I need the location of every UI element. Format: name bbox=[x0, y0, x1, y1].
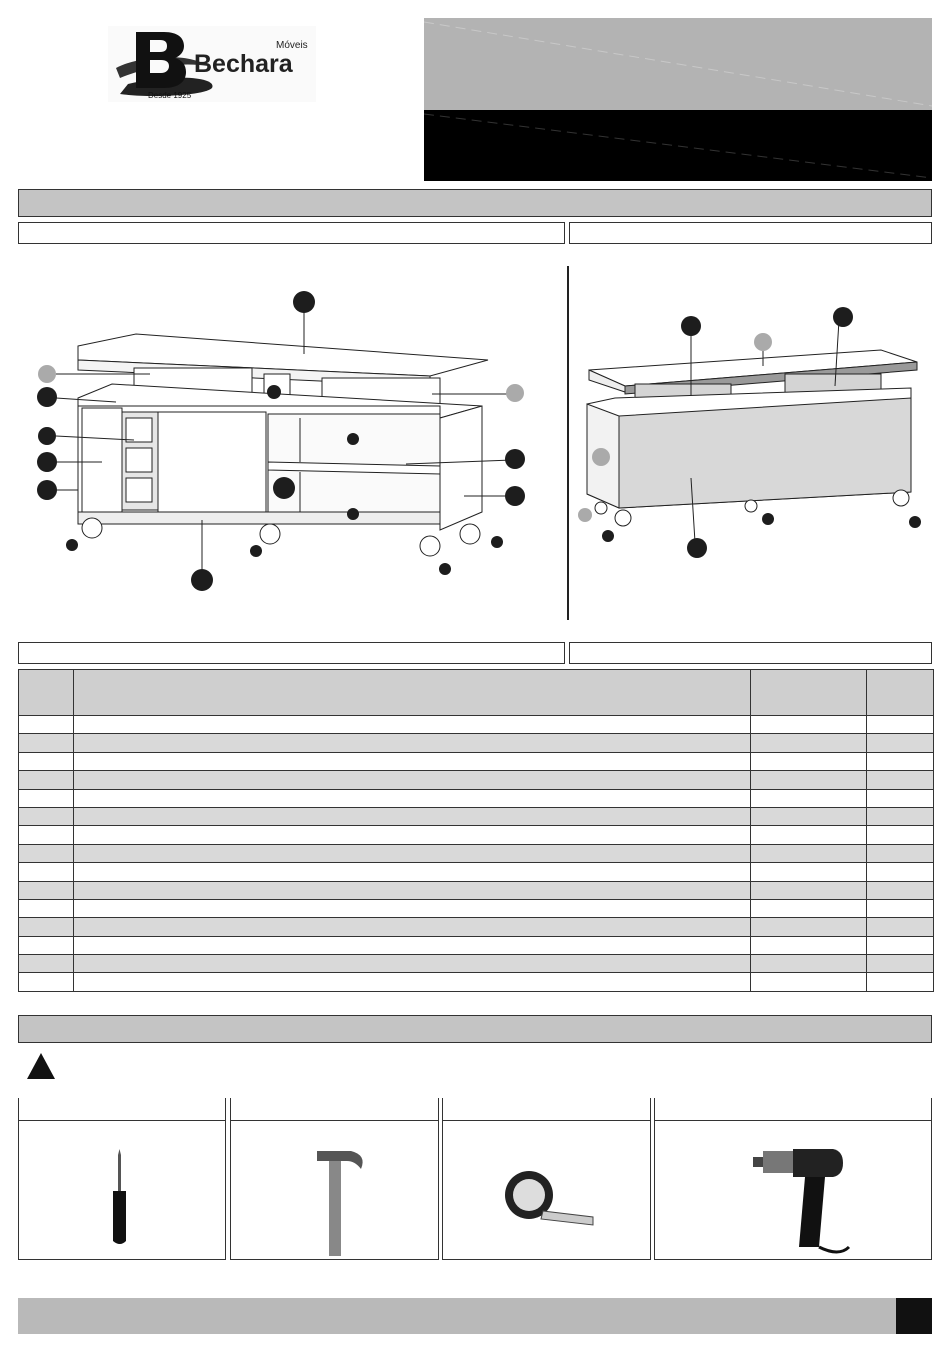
table-row bbox=[19, 936, 934, 954]
table-row bbox=[19, 899, 934, 917]
hammer-icon bbox=[231, 1121, 438, 1261]
callout-3 bbox=[37, 387, 57, 407]
callout-11 bbox=[505, 486, 525, 506]
table-row bbox=[19, 716, 934, 734]
col-number bbox=[19, 670, 74, 716]
back-callout-8 bbox=[762, 513, 774, 525]
callout-6 bbox=[37, 480, 57, 500]
tool-header bbox=[443, 1098, 650, 1121]
tool-card-screwdriver bbox=[18, 1098, 226, 1260]
back-callout-4 bbox=[592, 448, 610, 466]
front-caster-1 bbox=[82, 518, 102, 538]
table-row bbox=[19, 918, 934, 936]
warning-triangle-icon bbox=[26, 1052, 56, 1080]
title-panel-grey bbox=[424, 18, 932, 110]
back-callout-3 bbox=[833, 307, 853, 327]
callout-10 bbox=[505, 449, 525, 469]
callout-12 bbox=[347, 433, 359, 445]
table-row bbox=[19, 881, 934, 899]
table-row bbox=[19, 826, 934, 844]
tape-measure-icon bbox=[443, 1121, 650, 1261]
callout-16 bbox=[250, 545, 262, 557]
back-callout-1 bbox=[681, 316, 701, 336]
brand-logo bbox=[108, 26, 316, 102]
logo-mark bbox=[108, 26, 316, 102]
view-divider bbox=[567, 266, 569, 620]
logo-since: Desde 1925 bbox=[148, 91, 192, 100]
callout-2 bbox=[38, 365, 56, 383]
front-body-side bbox=[440, 406, 482, 530]
table-row bbox=[19, 771, 934, 789]
back-view-svg bbox=[571, 250, 932, 630]
callout-14 bbox=[191, 569, 213, 591]
screwdriver-icon bbox=[19, 1121, 225, 1261]
callout-1 bbox=[293, 291, 315, 313]
back-callout-7 bbox=[687, 538, 707, 558]
title-panel-black bbox=[424, 110, 932, 181]
footer-band bbox=[18, 1298, 932, 1334]
table-row bbox=[19, 807, 934, 825]
callout-4 bbox=[38, 427, 56, 445]
back-callout-5 bbox=[578, 508, 592, 522]
table-row bbox=[19, 752, 934, 770]
back-callout-2 bbox=[754, 333, 772, 351]
col-quantity bbox=[867, 670, 934, 716]
front-view-drawing bbox=[20, 250, 565, 630]
table-row bbox=[19, 955, 934, 973]
table-row bbox=[19, 734, 934, 752]
col-description bbox=[74, 670, 751, 716]
front-caster-2 bbox=[260, 524, 280, 544]
table-row bbox=[19, 863, 934, 881]
logo-tagline: Móveis bbox=[276, 40, 308, 51]
back-caster-4 bbox=[893, 490, 909, 506]
back-caster-1 bbox=[615, 510, 631, 526]
back-view-header bbox=[569, 222, 932, 244]
tool-card-tape-measure bbox=[442, 1098, 651, 1260]
back-caster-2 bbox=[595, 502, 607, 514]
col-dimensions bbox=[751, 670, 867, 716]
callout-15 bbox=[66, 539, 78, 551]
parts-table bbox=[18, 669, 934, 992]
callout-9 bbox=[506, 384, 524, 402]
title-panel-grey-texture bbox=[424, 18, 932, 110]
parts-table-header bbox=[19, 670, 934, 716]
section-band-product bbox=[18, 189, 932, 217]
back-view-footer bbox=[569, 642, 932, 664]
back-panel-main bbox=[619, 398, 911, 508]
back-caster-3 bbox=[745, 500, 757, 512]
table-row bbox=[19, 789, 934, 807]
logo-name: Bechara bbox=[194, 50, 293, 78]
tool-header bbox=[655, 1098, 931, 1121]
front-view-svg bbox=[20, 250, 565, 630]
tool-card-hammer bbox=[230, 1098, 439, 1260]
callout-5 bbox=[37, 452, 57, 472]
front-caster-4 bbox=[460, 524, 480, 544]
callout-8 bbox=[273, 477, 295, 499]
tool-header bbox=[231, 1098, 438, 1121]
back-callout-6 bbox=[602, 530, 614, 542]
front-view-footer bbox=[18, 642, 565, 664]
section-band-tools bbox=[18, 1015, 932, 1043]
callout-17 bbox=[439, 563, 451, 575]
drill-icon bbox=[655, 1121, 931, 1261]
table-row bbox=[19, 973, 934, 991]
callout-18 bbox=[491, 536, 503, 548]
tool-header bbox=[19, 1098, 225, 1121]
front-caster-3 bbox=[420, 536, 440, 556]
page-number-box bbox=[896, 1298, 932, 1334]
front-sliding-door bbox=[158, 412, 266, 512]
callout-13 bbox=[347, 508, 359, 520]
back-callout-9 bbox=[909, 516, 921, 528]
front-base bbox=[78, 512, 440, 524]
callout-7 bbox=[267, 385, 281, 399]
table-row bbox=[19, 844, 934, 862]
tool-card-drill bbox=[654, 1098, 932, 1260]
title-panel-black-texture bbox=[424, 110, 932, 181]
front-door-left bbox=[82, 408, 122, 512]
front-view-header bbox=[18, 222, 565, 244]
back-view-drawing bbox=[571, 250, 932, 630]
